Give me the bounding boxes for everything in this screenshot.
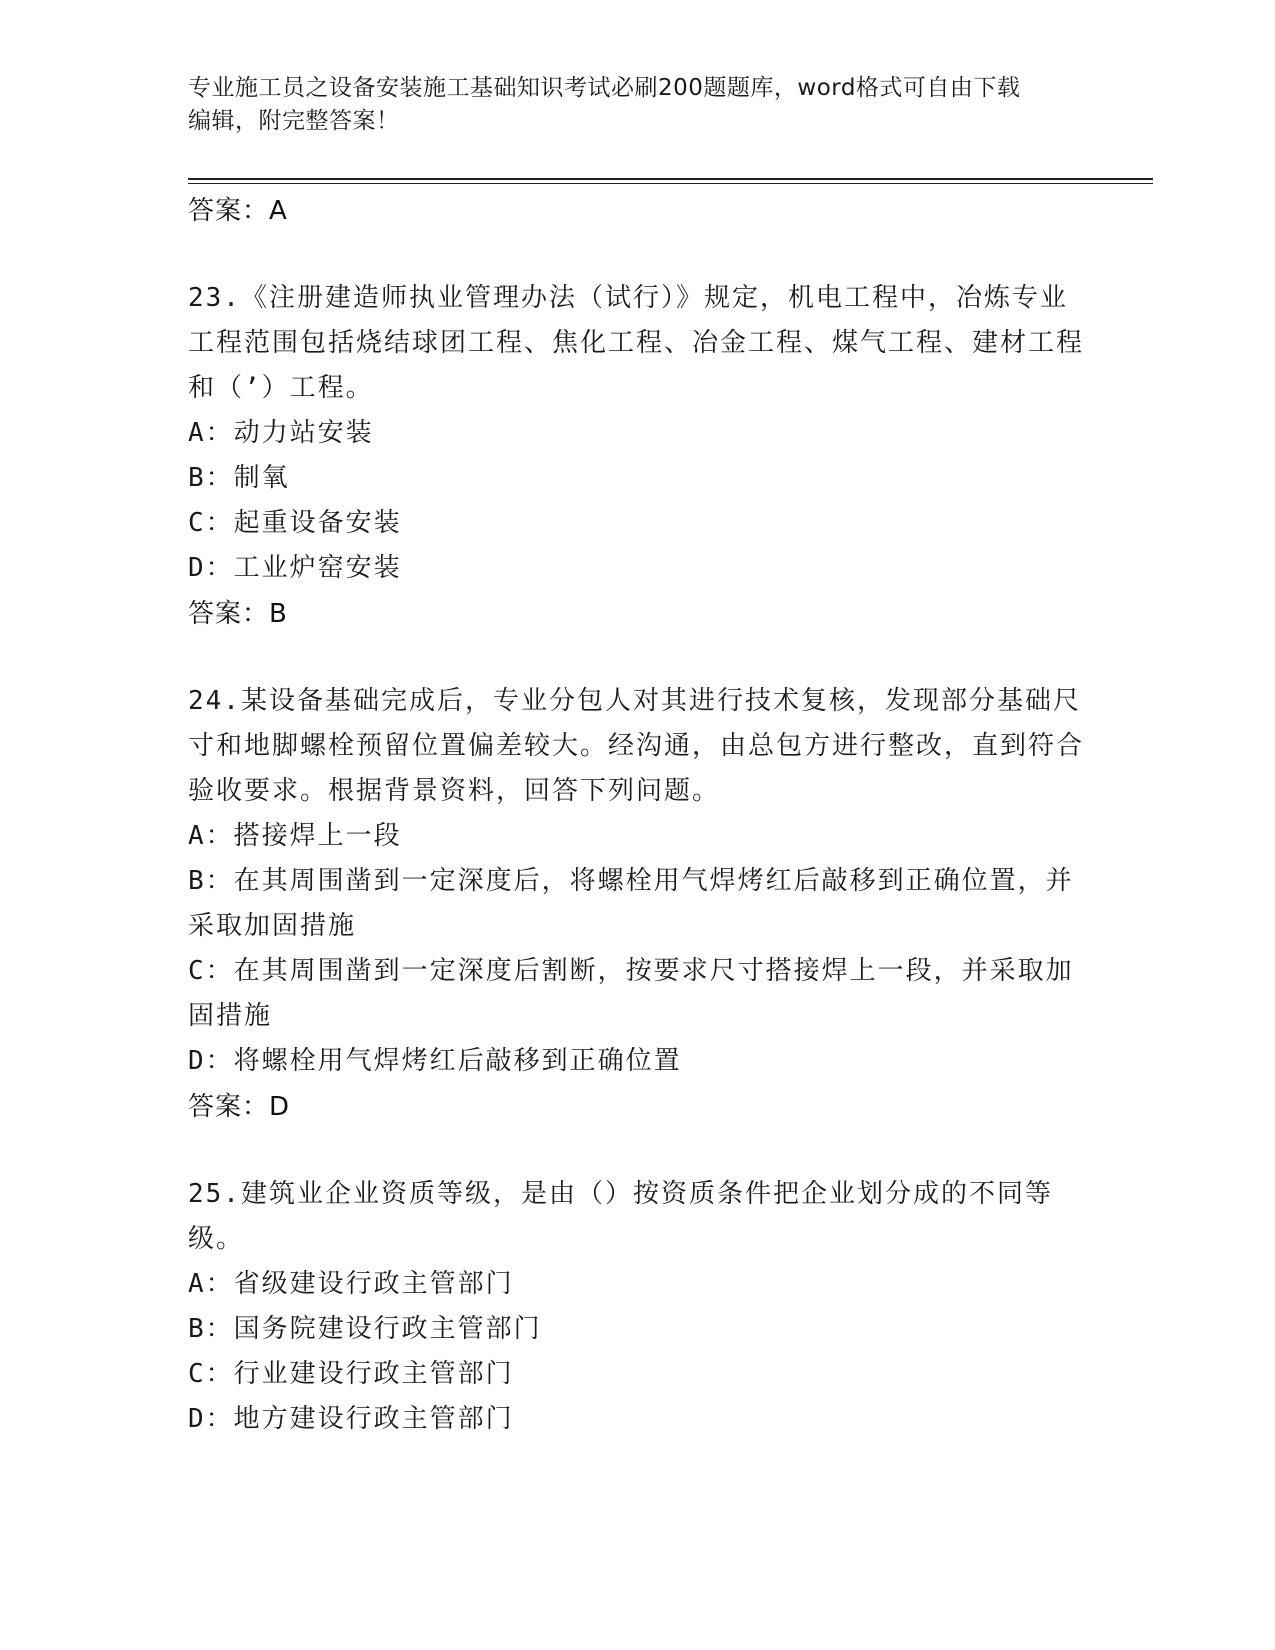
option-b: B：制氧 [188,463,290,493]
question-content [188,188,1088,1442]
option-d: D：将螺栓用气焊烤红后敲移到正确位置 [188,1046,682,1076]
header-divider-thick [188,178,1153,180]
option-d: D：工业炉窑安装 [188,553,402,583]
spacer [188,1130,1088,1172]
header-divider-thin [188,183,1153,184]
option-a: A：省级建设行政主管部门 [188,1269,514,1299]
header-title-line-2: 编辑，附完整答案！ [188,108,400,134]
answer-q24: 答案：D [188,1092,291,1122]
answer-q22: 答案：A [188,196,288,226]
question-text: 25.建筑业企业资质等级，是由（）按资质条件把企业划分成的不同等级。 [188,1179,1053,1254]
option-c: C：在其周围凿到一定深度后割断，按要求尺寸搭接焊上一段，并采取加固措施 [188,956,1074,1031]
question-25 [188,1172,1088,1442]
question-text: 23.《注册建造师执业管理办法（试行）》规定，机电工程中，冶炼专业工程范围包括烧结球团工程、焦化工程、冶金工程、煤气工程、建材工程和（’）工程。 [188,283,1085,403]
option-a: A：动力站安装 [188,418,374,448]
option-b: B：国务院建设行政主管部门 [188,1314,542,1344]
question-24 [188,679,1088,1130]
option-c: C：起重设备安装 [188,508,402,538]
spacer [188,637,1088,679]
option-c: C：行业建设行政主管部门 [188,1359,514,1389]
answer-q23: 答案：B [188,599,288,629]
option-a: A：搭接焊上一段 [188,821,402,851]
page-header [188,72,1088,138]
spacer [188,234,1088,276]
option-d: D：地方建设行政主管部门 [188,1404,514,1434]
option-b: B：在其周围凿到一定深度后，将螺栓用气焊烤红后敲移到正确位置，并采取加固措施 [188,866,1074,941]
header-title-line-1: 专业施工员之设备安装施工基础知识考试必刷200题题库，word格式可自由下载 [188,75,1021,101]
question-23 [188,276,1088,637]
question-text: 24.某设备基础完成后，专业分包人对其进行技术复核，发现部分基础尺寸和地脚螺栓预留位置偏差较大。经沟通，由总包方进行整改，直到符合验收要求。根据背景资料，回答下列问题。 [188,686,1085,806]
